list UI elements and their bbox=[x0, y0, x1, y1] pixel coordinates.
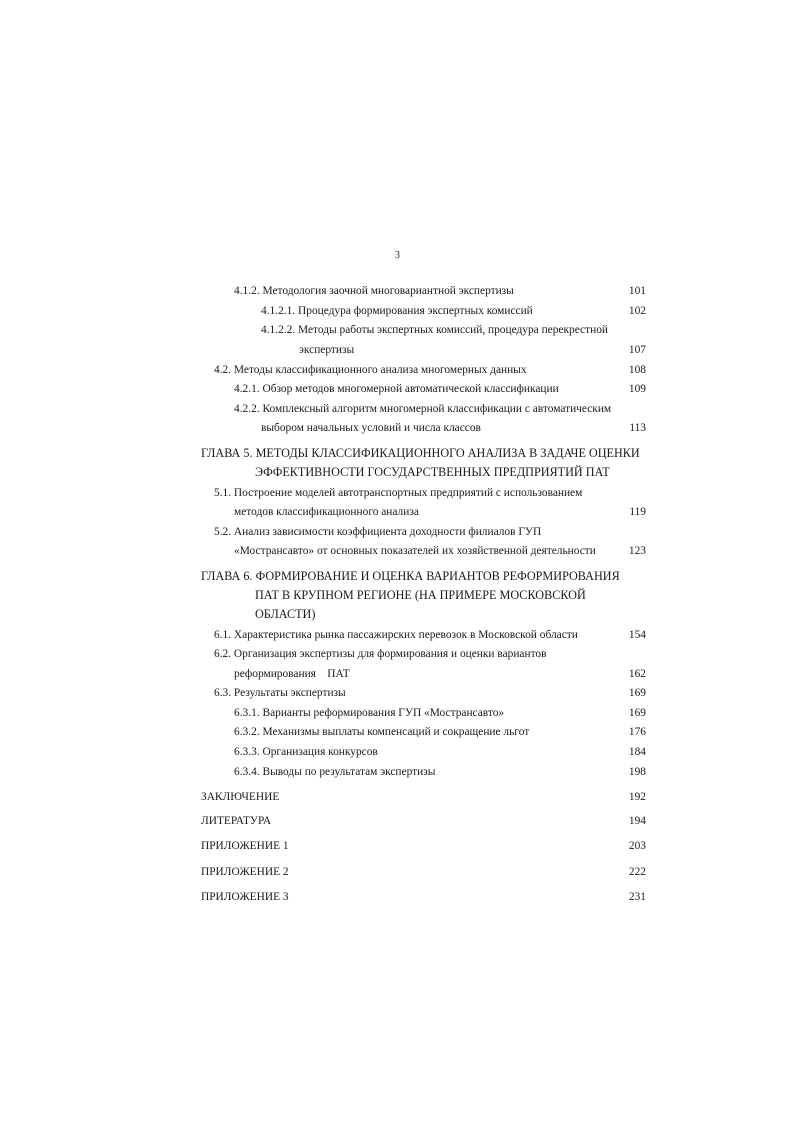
toc-page-6-3-1: 169 bbox=[628, 707, 646, 719]
toc-page-4-1-2-1: 102 bbox=[628, 305, 646, 317]
toc-entry-4-2-2: 4.2.2. Комплексный алгоритм многомерной классификации с автоматическим bbox=[234, 403, 612, 415]
toc-page-5-1: 119 bbox=[629, 506, 646, 518]
toc-page-6-3-4: 198 bbox=[628, 766, 646, 778]
toc-page-4-2: 108 bbox=[628, 364, 646, 376]
toc-appendix-1: ПРИЛОЖЕНИЕ 1 bbox=[201, 840, 289, 852]
toc-entry-4-1-2-2: 4.1.2.2. Методы работы экспертных комиссий, процедура перекрестной bbox=[261, 324, 608, 336]
toc-page-appendix-2: 222 bbox=[628, 866, 646, 878]
toc-entry-4-2-1: 4.2.1. Обзор методов многомерной автоматической классификации bbox=[234, 383, 559, 395]
toc-chapter-6: ГЛАВА 6. ФОРМИРОВАНИЕ И ОЦЕНКА ВАРИАНТОВ РЕФОРМИРОВАНИЯ bbox=[201, 569, 620, 583]
toc-page-6-3-3: 184 bbox=[628, 746, 646, 758]
toc-page-6-3: 169 bbox=[628, 687, 646, 699]
toc-entry-5-1: 5.1. Построение моделей автотранспортных предприятий с использованием bbox=[214, 487, 583, 499]
toc-entry-6-2-cont: реформирования ПАТ bbox=[234, 668, 350, 680]
toc-page-4-1-2: 101 bbox=[628, 285, 646, 297]
toc-entry-5-2: 5.2. Анализ зависимости коэффициента доходности филиалов ГУП bbox=[214, 526, 542, 538]
toc-entry-6-2: 6.2. Организация экспертизы для формирования и оценки вариантов bbox=[214, 648, 547, 660]
toc-entry-4-2: 4.2. Методы классификационного анализа многомерных данных bbox=[214, 364, 527, 376]
toc-page-6-3-2: 176 bbox=[628, 726, 646, 738]
toc-page-literature: 194 bbox=[628, 815, 646, 827]
toc-entry-6-1: 6.1. Характеристика рынка пассажирских перевозок в Московской области bbox=[214, 629, 578, 641]
page-number: 3 bbox=[395, 250, 400, 261]
toc-chapter-6-cont: ПАТ В КРУПНОМ РЕГИОНЕ (НА ПРИМЕРЕ МОСКОВСКОЙ bbox=[255, 588, 586, 602]
toc-page-4-2-1: 109 bbox=[628, 383, 646, 395]
toc-chapter-5: ГЛАВА 5. МЕТОДЫ КЛАССИФИКАЦИОННОГО АНАЛИЗА В ЗАДАЧЕ ОЦЕНКИ bbox=[201, 446, 640, 460]
toc-entry-4-1-2-1: 4.1.2.1. Процедура формирования экспертных комиссий bbox=[261, 305, 533, 317]
toc-page-4-1-2-2: 107 bbox=[628, 344, 646, 356]
toc-entry-4-1-2: 4.1.2. Методология заочной многовариантной экспертизы bbox=[234, 285, 514, 297]
toc-entry-5-1-cont: методов классификационного анализа bbox=[234, 506, 419, 518]
toc-page-5-2: 123 bbox=[628, 545, 646, 557]
toc-page-4-2-2: 113 bbox=[629, 422, 646, 434]
toc-conclusion: ЗАКЛЮЧЕНИЕ bbox=[201, 791, 280, 803]
toc-appendix-2: ПРИЛОЖЕНИЕ 2 bbox=[201, 866, 289, 878]
toc-entry-4-1-2-2-cont: экспертизы bbox=[299, 344, 355, 356]
toc-entry-6-3-4: 6.3.4. Выводы по результатам экспертизы bbox=[234, 766, 436, 778]
toc-entry-6-3: 6.3. Результаты экспертизы bbox=[214, 687, 346, 699]
toc-page-conclusion: 192 bbox=[628, 791, 646, 803]
toc-page-appendix-1: 203 bbox=[628, 840, 646, 852]
toc-page-6-2: 162 bbox=[628, 668, 646, 680]
toc-chapter-6-cont2: ОБЛАСТИ) bbox=[255, 607, 316, 621]
toc-entry-6-3-1: 6.3.1. Варианты реформирования ГУП «Мострансавто» bbox=[234, 707, 505, 719]
toc-page-appendix-3: 231 bbox=[628, 891, 646, 903]
toc-page-6-1: 154 bbox=[628, 629, 646, 641]
toc-chapter-5-cont: ЭФФЕКТИВНОСТИ ГОСУДАРСТВЕННЫХ ПРЕДПРИЯТИЙ ПАТ bbox=[255, 465, 610, 479]
toc-entry-4-2-2-cont: выбором начальных условий и числа классов bbox=[261, 422, 481, 434]
toc-entry-6-3-2: 6.3.2. Механизмы выплаты компенсаций и сокращение льгот bbox=[234, 726, 530, 738]
toc-literature: ЛИТЕРАТУРА bbox=[201, 815, 272, 827]
toc-appendix-3: ПРИЛОЖЕНИЕ 3 bbox=[201, 891, 289, 903]
toc-entry-5-2-cont: «Мострансавто» от основных показателей их хозяйственной деятельности bbox=[234, 545, 596, 557]
toc-entry-6-3-3: 6.3.3. Организация конкурсов bbox=[234, 746, 378, 758]
